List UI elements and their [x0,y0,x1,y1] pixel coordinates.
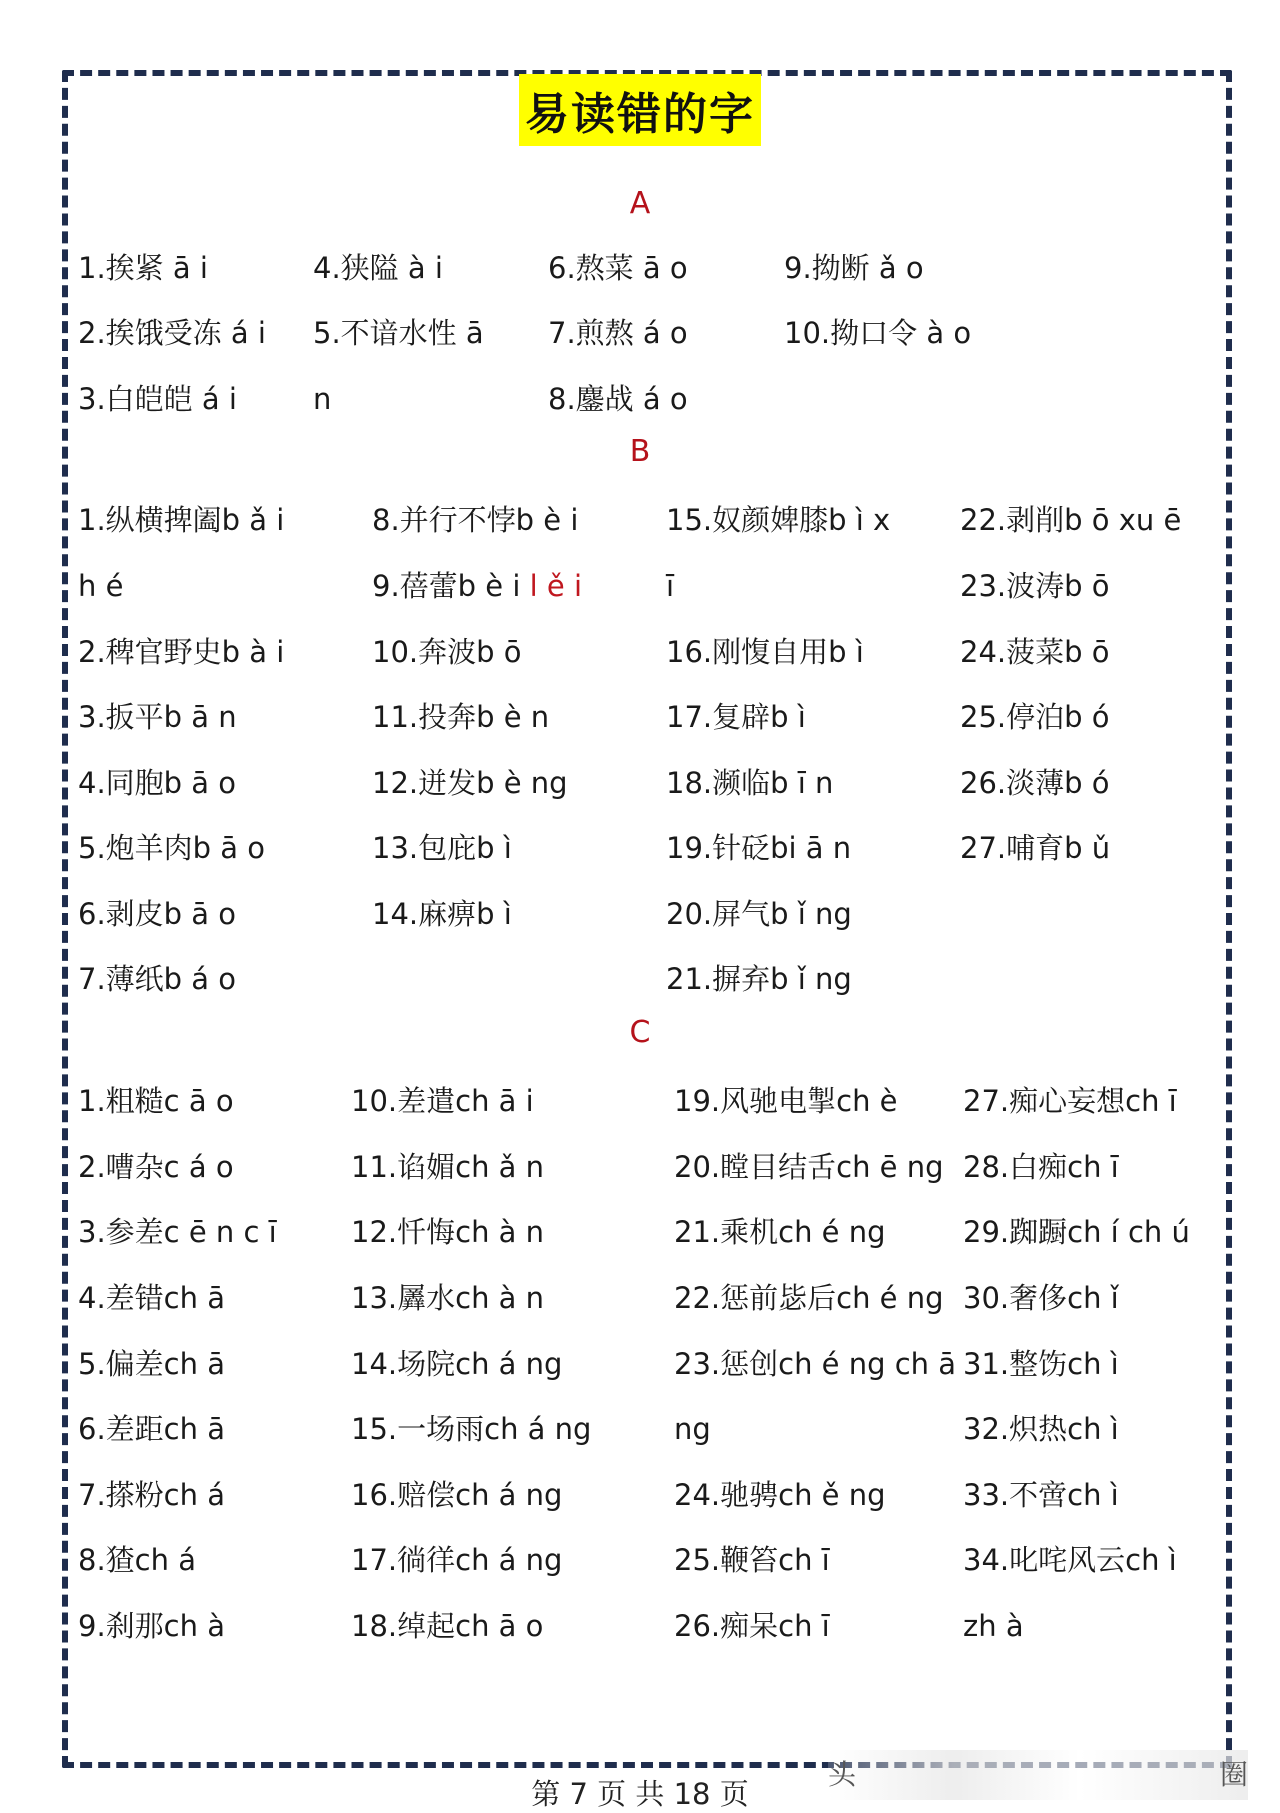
section-c-col2-item: 11.谄媚ch ǎ n [351,1150,545,1184]
section-a-col2-item: 4.狭隘 à i [313,251,443,285]
section-a-col1-item: 3.白皑皑 á i [78,382,237,416]
section-b-col1-item: 3.扳平b ā n [78,700,237,734]
section-b-col2-item: 10.奔波b ō [372,635,522,669]
section-letter-b: B [629,434,651,469]
section-a-col3-item: 6.熬菜 ā o [548,251,688,285]
section-c-col3-item: 20.瞠目结舌ch ē ng [674,1150,944,1184]
term-text: 9.蓓蕾b è i [372,569,530,603]
section-b-col3-item: 15.奴颜婢膝b ì x [666,503,891,537]
section-c-col4-item: 31.整饬ch ì [963,1347,1119,1381]
section-c-col3-item: 22.惩前毖后ch é ng [674,1281,944,1315]
section-b-col1-item: h é [78,569,124,603]
section-b-col1-item: 6.剥皮b ā o [78,897,237,931]
section-c-col1-item: 1.粗糙c ā o [78,1084,234,1118]
section-c-col1-item: 5.偏差ch ā [78,1347,225,1381]
section-b-col4-item: 25.停泊b ó [960,700,1110,734]
section-c-col1-item: 2.嘈杂c á o [78,1150,234,1184]
section-b-col3-item: ī [666,569,675,603]
section-letter-a: A [629,186,651,221]
page-title: 易读错的字 [519,74,761,146]
section-c-col1-item: 3.参差c ē n c ī [78,1215,277,1249]
section-c-col1-item: 8.猹ch á [78,1543,196,1577]
section-b-col3-item: 18.濒临b ī n [666,766,834,800]
section-c-col4-item: 33.不啻ch ì [963,1478,1119,1512]
watermark-left-text: 头 [828,1758,857,1791]
section-a-col1-item: 2.挨饿受冻 á i [78,316,266,350]
section-a-col3-item: 8.鏖战 á o [548,382,688,416]
section-a-col4-item: 10.拗口令 à o [784,316,972,350]
section-c-col3-item: 25.鞭笞ch ī [674,1543,830,1577]
section-c-col3-item: 24.驰骋ch ě ng [674,1478,886,1512]
section-b-col2-item: 8.并行不悖b è i [372,503,579,537]
section-c-col3-item: 19.风驰电掣ch è [674,1084,898,1118]
section-c-col4-item: 27.痴心妄想ch ī [963,1084,1177,1118]
section-c-col3-item: 21.乘机ch é ng [674,1215,886,1249]
section-c-col1-item: 4.差错ch ā [78,1281,225,1315]
section-c-col1-item: 7.搽粉ch á [78,1478,225,1512]
watermark-right-text: 圈 [1219,1758,1248,1791]
section-c-col1-item: 9.刹那ch à [78,1609,225,1643]
section-b-col2-item [372,566,582,606]
section-b-col1-item: 1.纵横捭阖b ǎ i [78,503,285,537]
section-b-col4-item: 27.哺育b ǔ [960,831,1111,865]
section-b-col4-item: 26.淡薄b ó [960,766,1110,800]
section-b-col2-item: 12.迸发b è ng [372,766,568,800]
section-b-col1-item: 5.炮羊肉b ā o [78,831,266,865]
section-b-col4-item: 23.波涛b ō [960,569,1110,603]
section-c-col4-item: 29.踟蹰ch í ch ú [963,1215,1190,1249]
section-b-col4-item: 22.剥削b ō xu ē [960,503,1182,537]
section-b-col1-item: 4.同胞b ā o [78,766,237,800]
section-b-col1-item: 7.薄纸b á o [78,962,237,996]
section-c-col2-item: 14.场院ch á ng [351,1347,563,1381]
section-c-col2-item: 16.赔偿ch á ng [351,1478,563,1512]
section-b-col1-item: 2.稗官野史b à i [78,635,285,669]
section-c-col2-item: 18.绰起ch ā o [351,1609,544,1643]
section-c-col3-item: ng [674,1412,711,1446]
section-c-col4-item: 34.叱咤风云ch ì [963,1543,1177,1577]
section-c-col2-item: 15.一场雨ch á ng [351,1412,592,1446]
section-b-col3-item: 20.屏气b ǐ ng [666,897,852,931]
page-number-footer: 第 7 页 共 18 页 [531,1777,749,1811]
section-b-col3-item: 16.刚愎自用b ì [666,635,864,669]
section-a-col3-item: 7.煎熬 á o [548,316,688,350]
section-c-col2-item: 12.忏悔ch à n [351,1215,545,1249]
section-b-col3-item: 21.摒弃b ǐ ng [666,962,852,996]
section-c-col3-item: 26.痴呆ch ī [674,1609,830,1643]
section-a-col2-item: n [313,382,332,416]
section-b-col3-item: 19.针砭bi ā n [666,831,852,865]
section-b-col4-item: 24.菠菜b ō [960,635,1110,669]
section-c-col4-item: 30.奢侈ch ǐ [963,1281,1119,1315]
highlighted-pinyin: l ě i [529,569,583,603]
section-c-col2-item: 13.羼水ch à n [351,1281,545,1315]
section-b-col2-item: 13.包庇b ì [372,831,512,865]
section-letter-c: C [629,1015,651,1050]
section-c-col2-item: 10.差遣ch ā i [351,1084,534,1118]
section-a-col1-item: 1.挨紧 ā i [78,251,208,285]
section-a-col2-item: 5.不谙水性 ā [313,316,484,350]
section-c-col4-item: 32.炽热ch ì [963,1412,1119,1446]
section-b-col2-item: 11.投奔b è n [372,700,550,734]
section-c-col1-item: 6.差距ch ā [78,1412,225,1446]
title-container [0,74,1280,146]
section-c-col4-item: 28.白痴ch ī [963,1150,1119,1184]
watermark-overlay [828,1750,1248,1800]
section-c-col3-item: 23.惩创ch é ng ch ā [674,1347,957,1381]
section-b-col3-item: 17.复辟b ì [666,700,806,734]
section-b-col2-item: 14.麻痹b ì [372,897,512,931]
section-c-col4-item: zh à [963,1609,1024,1643]
section-c-col2-item: 17.徜徉ch á ng [351,1543,563,1577]
section-a-col4-item: 9.拗断 ǎ o [784,251,924,285]
